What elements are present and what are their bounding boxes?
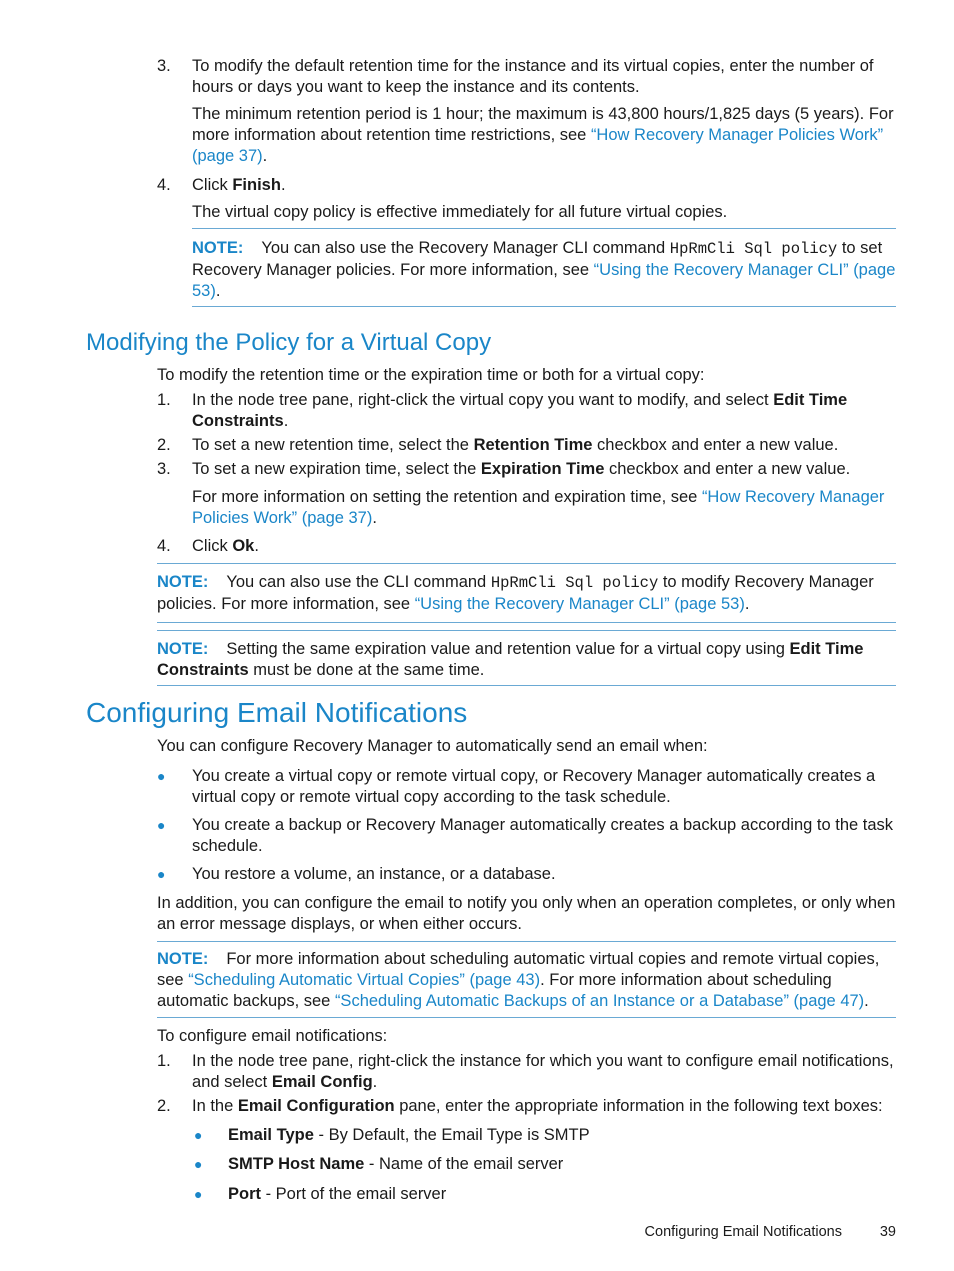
text: to set Recovery Manager policies. For more information, see: [192, 239, 883, 279]
punctuation: .: [215, 282, 221, 300]
field-name: Port: [228, 1185, 261, 1203]
step-text: [192, 1096, 896, 1117]
punctuation: .: [372, 1073, 378, 1091]
step-text: To modify the default retention time for the instance and its virtual copies, enter the number of hours or days you want to keep the instance and its contents.: [192, 57, 874, 96]
note-rule-top: [157, 630, 896, 631]
text: In the node tree pane, right-click the instance for which you want to configure email notifications, and select: [192, 1052, 894, 1091]
link-policies-work[interactable]: “How Recovery Manager Policies Work” (page 37): [192, 488, 885, 527]
list-item: [228, 1184, 896, 1205]
section-intro: You can configure Recovery Manager to automatically send an email when:: [157, 737, 708, 755]
bullet-icon: ●: [157, 768, 166, 784]
text: For more information about scheduling automatic virtual copies and remote virtual copies, see: [157, 950, 880, 989]
step-number: 4.: [157, 537, 171, 555]
note-rule-bottom: [157, 1017, 896, 1018]
punctuation: .: [744, 595, 750, 613]
text: must be done at the same time.: [248, 661, 485, 679]
note-block: [192, 238, 896, 302]
ui-term: Email Config: [271, 1073, 373, 1091]
step-number: 3.: [157, 57, 171, 75]
step-description: The virtual copy policy is effective immediately for all future virtual copies.: [192, 203, 728, 221]
text: To set a new expiration time, select the: [192, 460, 481, 478]
text: You can also use the CLI command: [226, 573, 491, 591]
link-scheduling-backups[interactable]: “Scheduling Automatic Backups of an Instance or a Database” (page 47): [334, 992, 865, 1010]
list-item: You create a backup or Recovery Manager automatically creates a backup according to the task schedule.: [192, 816, 894, 855]
link-using-cli[interactable]: “Using the Recovery Manager CLI” (page 53): [414, 595, 745, 613]
step-text: [192, 536, 896, 557]
footer-section-title: Configuring Email Notifications: [644, 1224, 842, 1240]
ui-term: Expiration Time: [480, 460, 605, 478]
text: In the: [192, 1097, 238, 1115]
ui-term: Email Configuration: [237, 1097, 395, 1115]
note-rule-top: [157, 563, 896, 564]
procedure-intro: To configure email notifications:: [157, 1027, 388, 1045]
punctuation: .: [864, 992, 869, 1010]
step-number: 1.: [157, 391, 171, 409]
step-text: [192, 390, 896, 432]
list-item: You restore a volume, an instance, or a database.: [192, 865, 556, 883]
step-text: [192, 1051, 896, 1093]
note-block: [157, 949, 896, 1012]
step-text: [192, 175, 896, 196]
text: to modify Recovery Manager policies. For more information, see: [157, 573, 874, 613]
section-heading: Configuring Email Notifications: [86, 697, 468, 728]
punctuation: .: [254, 537, 259, 555]
ui-term: Edit Time Constraints: [157, 640, 864, 679]
paragraph-text: The minimum retention period is 1 hour; the maximum is 43,800 hours/1,825 days (5 years). For more information about retention time restrictions, see: [192, 105, 894, 144]
field-name: SMTP Host Name: [228, 1155, 365, 1173]
step-text: [192, 459, 896, 480]
step-number: 1.: [157, 1052, 171, 1070]
punctuation: .: [372, 509, 377, 527]
text: You can also use the Recovery Manager CLI command: [261, 239, 670, 257]
list-item: You create a virtual copy or remote virtual copy, or Recovery Manager automatically creates a virtual copy or remote virtual copy according to the task schedule.: [192, 767, 876, 806]
bullet-icon: ●: [194, 1127, 203, 1143]
text: checkbox and enter a new value.: [604, 460, 851, 478]
list-item: [228, 1154, 896, 1175]
note-rule-top: [192, 228, 896, 229]
paragraph: In addition, you can configure the email to notify you only when an operation completes, or only when an error message displays, or when either occurs.: [157, 894, 896, 933]
link-scheduling-virtual-copies[interactable]: “Scheduling Automatic Virtual Copies” (page 43): [188, 971, 541, 989]
section-heading: Modifying the Policy for a Virtual Copy: [86, 329, 492, 356]
punctuation: .: [280, 176, 286, 194]
code-command: HpRmCli Sql policy: [669, 240, 838, 258]
note-rule-top: [157, 941, 896, 942]
bullet-icon: ●: [157, 866, 166, 882]
note-block: [157, 572, 896, 615]
text: Setting the same expiration value and retention value for a virtual copy using: [226, 640, 790, 658]
bullet-icon: ●: [194, 1156, 203, 1172]
note-label: NOTE:: [192, 239, 244, 257]
page-number: 39: [879, 1224, 896, 1240]
step-text: [192, 435, 896, 456]
bullet-icon: ●: [157, 817, 166, 833]
section-intro: To modify the retention time or the expiration time or both for a virtual copy:: [157, 366, 705, 384]
step-number: 4.: [157, 176, 171, 194]
note-block: [157, 639, 896, 681]
text: To set a new retention time, select the: [192, 436, 474, 454]
step-number: 3.: [157, 460, 171, 478]
note-rule-bottom: [157, 685, 896, 686]
note-label: NOTE:: [157, 640, 209, 658]
text: For more information on setting the retention and expiration time, see: [192, 488, 702, 506]
text: Click: [192, 537, 233, 555]
code-command: HpRmCli Sql policy: [490, 574, 659, 592]
ui-term: Retention Time: [473, 436, 593, 454]
punctuation: .: [262, 147, 268, 165]
text: checkbox and enter a new value.: [592, 436, 839, 454]
step-number: 2.: [157, 436, 171, 454]
bullet-icon: ●: [194, 1186, 203, 1202]
ui-term: Edit Time Constraints: [192, 391, 848, 430]
field-description: - By Default, the Email Type is SMTP: [313, 1126, 590, 1144]
punctuation: .: [283, 412, 289, 430]
link-policies-work[interactable]: “How Recovery Manager Policies Work” (page 37): [192, 126, 884, 165]
field-description: - Name of the email server: [364, 1155, 564, 1173]
note-label: NOTE:: [157, 573, 209, 591]
field-description: - Port of the email server: [261, 1185, 447, 1203]
note-rule-bottom: [157, 622, 896, 623]
text: pane, enter the appropriate information in the following text boxes:: [394, 1097, 883, 1115]
text: . For more information about scheduling automatic backups, see: [157, 971, 832, 1010]
note-label: NOTE:: [157, 950, 209, 968]
text: Click: [192, 176, 233, 194]
text: In the node tree pane, right-click the virtual copy you want to modify, and select: [192, 391, 774, 409]
step-paragraph: [192, 487, 896, 529]
step-paragraph: [192, 104, 896, 167]
field-name: Email Type: [228, 1126, 314, 1144]
note-rule-bottom: [192, 306, 896, 307]
ui-term: Finish: [232, 176, 281, 194]
ui-term: Ok: [232, 537, 255, 555]
step-number: 2.: [157, 1097, 171, 1115]
list-item: [228, 1125, 896, 1146]
link-using-cli[interactable]: “Using the Recovery Manager CLI” (page 53): [192, 261, 896, 300]
